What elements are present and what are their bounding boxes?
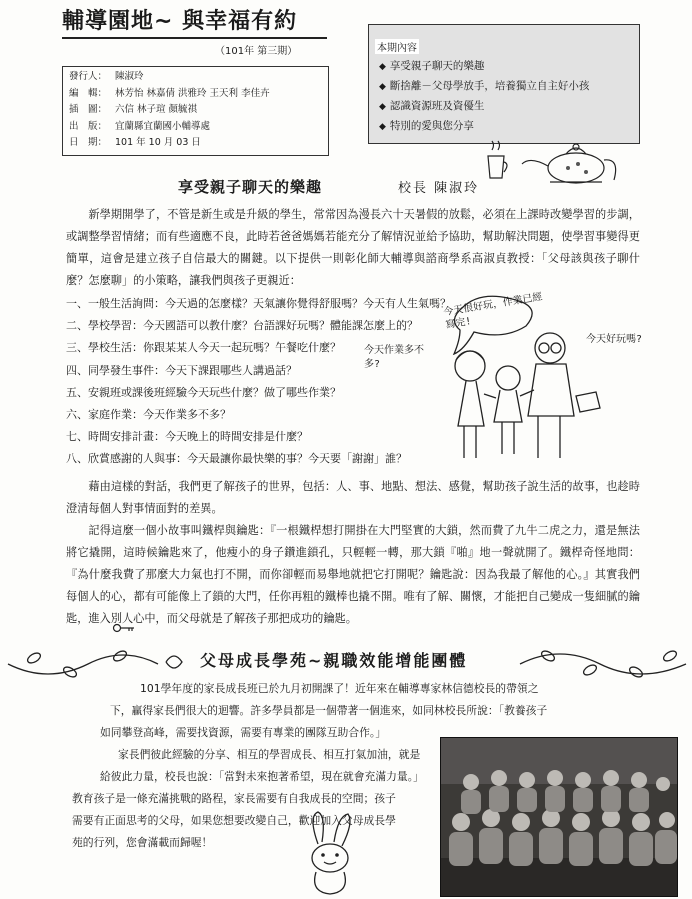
credit-value: 陳淑玲 xyxy=(115,71,144,82)
section1-para2: 藉由這樣的對話，我們更了解孩子的世界，包括：人、事、地點、想法、感覺，幫助孩子說生活的故事，也趁時澄清每個人對事情面對的差異。 xyxy=(66,480,640,515)
section2-line: 苑的行列，您會滿載而歸喔！ xyxy=(72,836,213,849)
question-item: 二、學校學習：今天國語可以教什麼？台語課好玩嗎？體能課怎麼上的？ xyxy=(66,319,418,333)
diamond-icon: ◆ xyxy=(379,62,386,72)
toc-list xyxy=(379,57,589,137)
toc-item xyxy=(379,77,589,97)
speech-bubble-father: 今天好玩嗎? xyxy=(586,334,643,345)
key-icon xyxy=(112,623,136,633)
credit-value: 六信 林子瑄 顏毓祺 xyxy=(115,104,198,115)
question-item: 四、同學發生事件：今天下課跟哪些人講過話？ xyxy=(66,363,297,377)
section2-line: 給彼此力量，校長也說：「當對未來抱著希望，現在就會充滿力量。」 xyxy=(100,770,424,783)
section1-author: 校長 陳淑玲 xyxy=(398,181,480,196)
credit-value: 101 年 10 月 03 日 xyxy=(115,137,201,148)
speech-bubble-child: 今天很好玩，作業已經寫完! xyxy=(442,291,544,331)
toc-item-label: 享受親子聊天的樂趣 xyxy=(389,60,485,72)
toc-item xyxy=(379,57,589,77)
credit-value: 林芳怡 林嘉倩 洪雅玲 王天利 李佳卉 xyxy=(115,87,270,99)
diamond-icon: ◆ xyxy=(379,102,386,112)
teapot-illustration xyxy=(478,138,653,188)
credit-key: 編 輯： xyxy=(69,87,108,99)
credit-publisher-org xyxy=(69,119,322,136)
question-list xyxy=(66,293,451,471)
section2-line: 家長們彼此經驗的分享、相互的學習成長、相互打氣加油，就是 xyxy=(118,748,421,761)
credit-value: 宜蘭縣宜蘭國小輔導處 xyxy=(115,120,211,132)
question-item: 一、一般生活詢問：今天過的怎麼樣？天氣讓你覺得舒服嗎？今天有人生氣嗎？ xyxy=(66,297,451,310)
diamond-icon: ◆ xyxy=(379,82,386,92)
credit-illustration xyxy=(69,102,322,119)
section1-intro: 新學期開學了，不管是新生或是升級的學生，常常因為漫長六十天暑假的放鬆，必須在上課時改變學習的步調，或調整學習情緒；而有些適應不良，此時若爸爸媽媽若能充分了解情況並給予協助，幫助解決問題，使學習事變得更簡單，這會是建立孩子自信最大的關鍵。以下提供一則彰化師大輔導與諮商學系高淑貞教授：「父母該與孩子聊什麼？怎麼聊」的小策略，讓我們與孩子更親近： xyxy=(66,208,640,287)
section1-para3: 記得這麼一個小故事叫鐵桿與鑰匙：『一根鐵桿想打開掛在大門堅實的大鎖，然而費了九牛二虎之力，還是無法將它撬開，這時候鑰匙來了，他瘦小的身子鑽進鎖孔，只輕輕一轉，那大鎖『啪』地一聲就開了。鐵桿奇怪地問：『為什麼我費了那麼大力氣也打不開，而你卻輕而易舉地就把它打開呢？鑰匙說：因為我最了解他的心。』其實我們每個人的心，都有可能像上了鎖的大門，任你再粗的鐵棒也撬不開。唯有了解、關懷，才能把自己變成一隻細膩的鑰匙，進入別人心中，而父母就是了解孩子那把成功的鑰匙。 xyxy=(66,524,640,625)
section2-line: 教育孩子是一條充滿挑戰的路程，家長需要有自我成長的空間；孩子 xyxy=(72,792,396,805)
issue-number: （101年 第三期） xyxy=(215,46,298,57)
toc-heading: 本期內容 xyxy=(375,39,419,54)
question-item: 七、時間安排計畫：今天晚上的時間安排是什麼？ xyxy=(66,430,308,444)
credit-key: 插 圖： xyxy=(69,104,108,115)
section2-title: 父母成長學苑~親職效能增能團體 xyxy=(200,651,468,670)
credit-editors xyxy=(69,86,322,103)
toc-item xyxy=(379,117,589,137)
question-item: 五、安親班或課後班經驗今天玩些什麼？做了哪些作業？ xyxy=(66,385,341,399)
section2-line: 下，贏得家長們很大的迴響。許多學員都是一個帶著一個進來，如同林校長所說：「教養孩子 xyxy=(110,704,548,717)
toc-item-label: 特別的愛與您分享 xyxy=(389,120,474,132)
toc-item-label: 斷捨離－父母學放手，培養獨立自主好小孩 xyxy=(389,80,590,92)
group-photo xyxy=(440,737,678,897)
toc-item xyxy=(379,97,589,117)
section2-line: 如同攀登高峰，需要找資源，需要有專業的團隊互助合作。」 xyxy=(100,726,387,739)
section2-line: 101學年度的家長成長班已於九月初開課了！近年來在輔導專家林信德校長的帶領之 xyxy=(140,682,539,695)
group-photo-figures xyxy=(441,738,677,896)
newsletter-title: 輔導園地~ 與幸福有約 xyxy=(62,4,327,39)
section1-title: 享受親子聊天的樂趣 xyxy=(178,178,323,196)
speech-bubble-mother: 今天作業多不多? xyxy=(364,345,424,370)
question-item: 三、學校生活：你跟某某人今天一起玩嗎？午餐吃什麼？ xyxy=(66,341,341,355)
question-item: 六、家庭作業：今天作業多不多？ xyxy=(66,408,231,422)
credits-box xyxy=(62,66,329,156)
table-of-contents xyxy=(368,24,640,144)
toc-item-label: 認識資源班及資優生 xyxy=(389,100,485,112)
diamond-icon: ◆ xyxy=(379,122,386,132)
credit-key: 出 版： xyxy=(69,120,108,132)
credit-publisher xyxy=(69,69,322,86)
credit-key: 發行人： xyxy=(69,71,108,82)
credit-key: 日 期： xyxy=(69,137,108,148)
question-item: 八、欣賞感謝的人與事：今天最讓你最快樂的事？今天要「謝謝」誰？ xyxy=(66,452,407,466)
bunny-illustration xyxy=(290,808,370,896)
credit-date xyxy=(69,135,322,152)
section2-line: 需要有正面思考的父母，如果您想要改變自己，歡迎加入父母成長學 xyxy=(72,814,396,827)
